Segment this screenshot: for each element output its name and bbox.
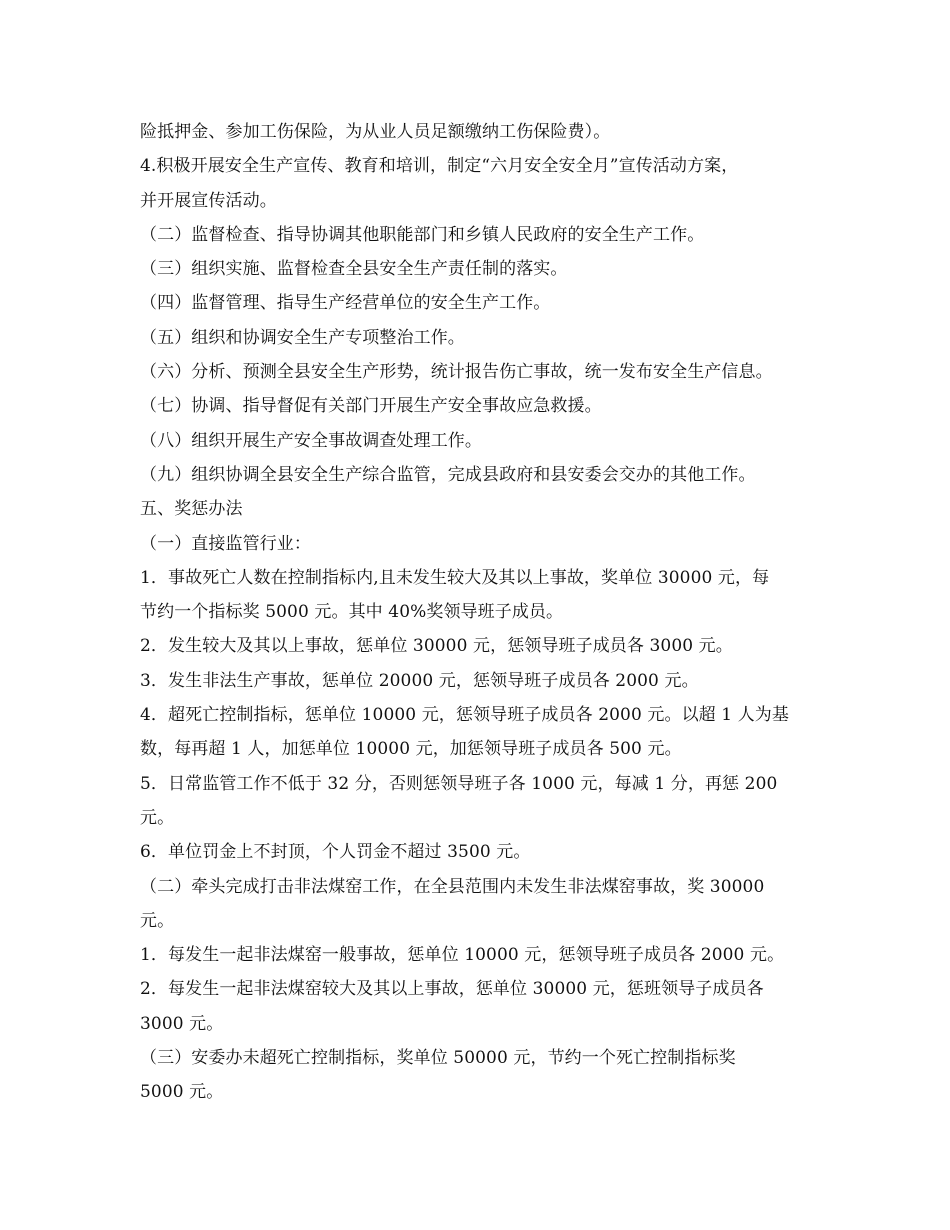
section-item: （八）组织开展生产安全事故调查处理工作。 <box>140 430 482 451</box>
section-item: （四）监督管理、指导生产经营单位的安全生产工作。 <box>140 293 551 314</box>
section-item: （六）分析、预测全县安全生产形势，统计报告伤亡事故，统一发布安全生产信息。 <box>140 362 773 383</box>
subsection-heading: （三）安委办未超死亡控制指标，奖单位 50000 元，节约一个死亡控制指标奖 <box>140 1048 736 1069</box>
subsection-heading: （一）直接监管行业： <box>140 533 311 554</box>
subsection-heading: （二）牵头完成打击非法煤窑工作，在全县范围内未发生非法煤窑事故，奖 30000 <box>140 876 765 897</box>
text-line: 节约一个指标奖 5000 元。其中 40%奖领导班子成员。 <box>140 602 564 623</box>
text-line: 3000 元。 <box>140 1013 224 1034</box>
text-line: 元。 <box>140 807 175 828</box>
text-line: 元。 <box>140 910 175 931</box>
text-line: 6．单位罚金上不封顶，个人罚金不超过 3500 元。 <box>140 842 531 863</box>
section-item: （九）组织协调全县安全生产综合监管，完成县政府和县安委会交办的其他工作。 <box>140 464 756 485</box>
text-line: 1．事故死亡人数在控制指标内,且未发生较大及其以上事故，奖单位 30000 元，每 <box>140 567 770 588</box>
text-line: 2．每发生一起非法煤窑较大及其以上事故，惩单位 30000 元，惩班领导子成员各 <box>140 979 764 1000</box>
text-line: 2．发生较大及其以上事故，惩单位 30000 元，惩领导班子成员各 3000 元。 <box>140 636 733 657</box>
text-line: 5000 元。 <box>140 1082 224 1103</box>
section-item: （三）组织实施、监督检查全县安全生产责任制的落实。 <box>140 259 568 280</box>
text-line: 数，每再超 1 人，加惩单位 10000 元，加惩领导班子成员各 500 元。 <box>140 739 682 760</box>
text-line: 4．超死亡控制指标，惩单位 10000 元，惩领导班子成员各 2000 元。以超 1 人为基 <box>140 705 789 726</box>
text-line: 5．日常监管工作不低于 32 分，否则惩领导班子各 1000 元，每减 1 分，再惩 200 <box>140 773 778 794</box>
text-line: 1．每发生一起非法煤窑一般事故，惩单位 10000 元，惩领导班子成员各 2000 元。 <box>140 945 785 966</box>
text-line: 4.积极开展安全生产宣传、教育和培训，制定“六月安全安全月”宣传活动方案， <box>140 156 739 177</box>
section-item: （五）组织和协调安全生产专项整治工作。 <box>140 327 465 348</box>
text-line: 3．发生非法生产事故，惩单位 20000 元，惩领导班子成员各 2000 元。 <box>140 670 699 691</box>
text-line: 并开展宣传活动。 <box>140 190 277 211</box>
section-item: （七）协调、指导督促有关部门开展生产安全事故应急救援。 <box>140 396 602 417</box>
document-body <box>140 115 830 1110</box>
text-line: 险抵押金、参加工伤保险，为从业人员足额缴纳工伤保险费）。 <box>140 122 611 142</box>
section-item: （二）监督检查、指导协调其他职能部门和乡镇人民政府的安全生产工作。 <box>140 224 705 245</box>
section-heading: 五、奖惩办法 <box>140 499 243 520</box>
